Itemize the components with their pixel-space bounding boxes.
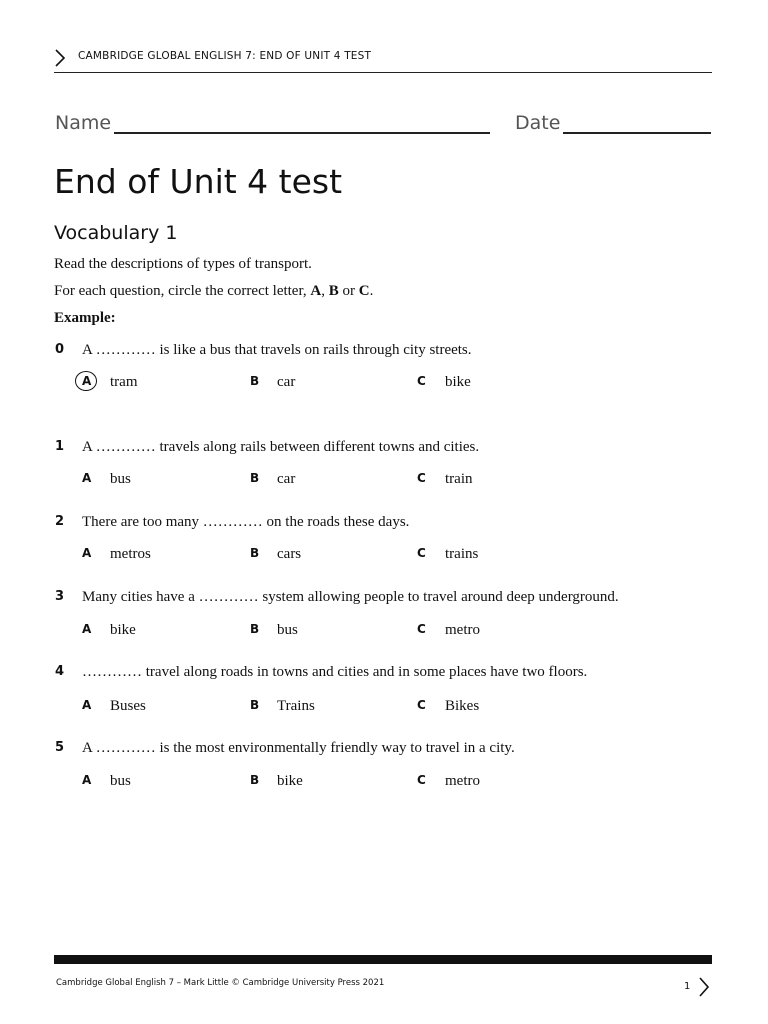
- instruction-line-2: For each question, circle the correct letter, A, B or C.: [54, 283, 374, 299]
- next-page-chevron-icon[interactable]: [698, 977, 710, 997]
- option-a-letter[interactable]: A: [82, 698, 92, 712]
- question-text: A ………… is like a bus that travels on rails through city streets.: [82, 342, 472, 358]
- option-c-text: bike: [445, 374, 471, 390]
- option-b-text: car: [277, 374, 296, 390]
- question-number: 4: [55, 664, 65, 679]
- option-a-text: tram: [110, 374, 138, 390]
- question-number: 3: [55, 589, 65, 604]
- example-label: Example:: [54, 310, 116, 326]
- option-b-letter[interactable]: B: [250, 698, 260, 712]
- option-b-text: car: [277, 471, 296, 487]
- chevron-right-icon: [54, 49, 66, 67]
- option-c-text: metro: [445, 622, 480, 638]
- name-label: Name: [55, 112, 112, 134]
- option-c-letter[interactable]: C: [417, 471, 426, 485]
- option-c-text: trains: [445, 546, 479, 562]
- question-text: Many cities have a ………… system allowing people to travel around deep underground.: [82, 589, 619, 605]
- option-a-text: metros: [110, 546, 151, 562]
- option-a-letter[interactable]: A: [82, 622, 92, 636]
- option-a-letter[interactable]: A: [82, 773, 92, 787]
- question-text: There are too many ………… on the roads these days.: [82, 514, 410, 530]
- option-c-letter[interactable]: C: [417, 773, 426, 787]
- header-title: CAMBRIDGE GLOBAL ENGLISH 7: END OF UNIT 4 TEST: [78, 50, 372, 62]
- question-number: 1: [55, 439, 65, 454]
- option-b-text: cars: [277, 546, 302, 562]
- question-text: A ………… travels along rails between different towns and cities.: [82, 439, 480, 455]
- instruction-line-1: Read the descriptions of types of transport.: [54, 256, 312, 272]
- page-number: 1: [684, 981, 691, 992]
- option-c-text: train: [445, 471, 473, 487]
- footer-copyright: Cambridge Global English 7 – Mark Little © Cambridge University Press 2021: [56, 978, 385, 988]
- option-b-text: Trains: [277, 698, 315, 714]
- option-c-letter[interactable]: C: [417, 546, 426, 560]
- option-a-letter[interactable]: A: [82, 374, 92, 388]
- option-a-text: bike: [110, 622, 136, 638]
- page-title: End of Unit 4 test: [54, 162, 343, 201]
- section-title: Vocabulary 1: [54, 222, 178, 244]
- question-text: A ………… is the most environmentally friendly way to travel in a city.: [82, 740, 515, 756]
- option-b-letter[interactable]: B: [250, 374, 260, 388]
- option-b-text: bike: [277, 773, 303, 789]
- name-field-line[interactable]: [114, 132, 490, 134]
- date-field-line[interactable]: [563, 132, 711, 134]
- option-b-text: bus: [277, 622, 298, 638]
- header-divider: [54, 72, 712, 73]
- option-c-letter[interactable]: C: [417, 698, 426, 712]
- option-b-letter[interactable]: B: [250, 773, 260, 787]
- option-a-text: Buses: [110, 698, 146, 714]
- option-a-letter[interactable]: A: [82, 546, 92, 560]
- question-text: ………… travel along roads in towns and cities and in some places have two floors.: [82, 664, 588, 680]
- option-c-letter[interactable]: C: [417, 374, 426, 388]
- date-label: Date: [515, 112, 561, 134]
- question-number: 2: [55, 514, 65, 529]
- option-c-letter[interactable]: C: [417, 622, 426, 636]
- option-c-text: metro: [445, 773, 480, 789]
- option-a-text: bus: [110, 471, 131, 487]
- option-c-text: Bikes: [445, 698, 480, 714]
- option-b-letter[interactable]: B: [250, 622, 260, 636]
- option-b-letter[interactable]: B: [250, 471, 260, 485]
- question-number: 5: [55, 740, 65, 755]
- option-b-letter[interactable]: B: [250, 546, 260, 560]
- question-number: 0: [55, 342, 65, 357]
- option-a-letter[interactable]: A: [82, 471, 92, 485]
- footer-bar: [54, 955, 712, 964]
- option-a-text: bus: [110, 773, 131, 789]
